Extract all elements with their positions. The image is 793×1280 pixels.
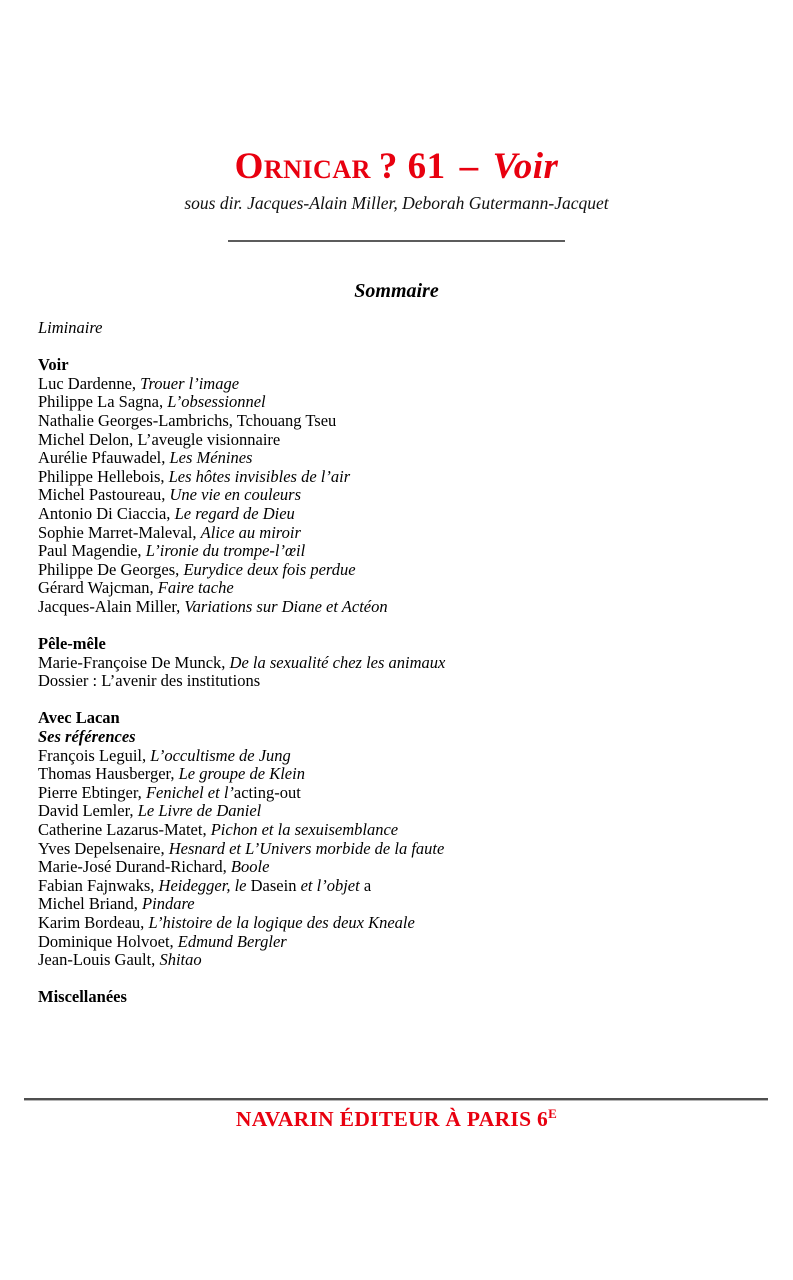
section-heading-pele-mele xyxy=(38,635,793,654)
section-heading-avec-lacan xyxy=(38,709,793,728)
toc-entry xyxy=(38,877,793,896)
toc-text-segment: Sophie Marret-Maleval, xyxy=(38,522,201,542)
toc-entry xyxy=(38,784,793,803)
toc-text-segment: Pichon et la sexuisemblance xyxy=(210,820,399,840)
toc-text-segment: Nathalie Georges-Lambrichs, Tchouang Tseu xyxy=(38,410,337,430)
toc-entry xyxy=(38,524,793,543)
toc-text-segment: Hesnard et L’Univers morbide de la faute xyxy=(168,838,445,858)
toc-text-segment: Ses références xyxy=(38,727,136,747)
toc-text-segment: Antonio Di Ciaccia, xyxy=(38,503,175,523)
toc-text-segment: Michel Pastoureau, xyxy=(38,485,170,505)
toc-text-segment: et l’objet xyxy=(296,875,364,895)
toc-text-segment: Le groupe de Klein xyxy=(178,764,305,784)
section-heading-miscellanees xyxy=(38,988,793,1007)
section-heading-voir xyxy=(38,356,793,375)
toc-text-segment: Luc Dardenne, xyxy=(38,373,141,393)
toc-text-segment: Fenichel et l’ xyxy=(145,782,234,802)
journal-title xyxy=(0,146,793,188)
toc-entry xyxy=(38,951,793,970)
toc-entry xyxy=(38,393,793,412)
toc-entry xyxy=(38,542,793,561)
toc xyxy=(38,319,793,1007)
toc-text-segment: Pierre Ebtinger, xyxy=(38,782,146,802)
publisher-name: NAVARIN ÉDITEUR À PARIS 6 xyxy=(235,1107,549,1131)
toc-text-segment: Avec Lacan xyxy=(38,708,120,728)
toc-text-segment: Philippe La Sagna, xyxy=(38,392,168,412)
toc-text-segment: Yves Depelsenaire, xyxy=(38,838,169,858)
toc-entry xyxy=(38,840,793,859)
toc-text-segment: Fabian Fajnwaks, xyxy=(38,875,159,895)
toc-entry xyxy=(38,895,793,914)
toc-text-segment: Les Ménines xyxy=(169,448,253,468)
toc-entry xyxy=(38,747,793,766)
toc-text-segment: Eurydice deux fois perdue xyxy=(183,559,356,579)
editors-line: sous dir. Jacques-Alain Miller, Deborah Gutermann-Jacquet xyxy=(184,193,609,213)
toc-text-segment: Marie-Françoise De Munck, xyxy=(38,652,230,672)
toc-text-segment: Heidegger, le xyxy=(158,875,251,895)
toc-text-segment: Thomas Hausberger, xyxy=(38,764,179,784)
toc-text-segment: Alice au miroir xyxy=(200,522,301,542)
toc-text-segment: Une vie en couleurs xyxy=(169,485,302,505)
toc-section xyxy=(38,988,793,1007)
toc-text-segment: Shitao xyxy=(159,950,202,970)
publisher-superscript: E xyxy=(548,1105,558,1121)
toc-text-segment: L’ironie du trompe-l’œil xyxy=(145,541,306,561)
toc-entry xyxy=(38,858,793,877)
journal-name: Ornicar xyxy=(234,146,371,187)
toc-text-segment: Les hôtes invisibles de l’air xyxy=(168,466,351,486)
toc-text-segment: a xyxy=(363,875,372,895)
toc-text-segment: Variations sur Diane et Actéon xyxy=(184,596,388,616)
toc-text-segment: L’occultisme de Jung xyxy=(150,745,291,765)
toc-entry xyxy=(38,765,793,784)
toc-entry xyxy=(38,561,793,580)
toc-entry xyxy=(38,914,793,933)
journal-issue-number: ? 61 xyxy=(378,146,446,187)
toc-text-segment: Michel Delon, L’aveugle visionnaire xyxy=(38,429,281,449)
section-subheading-ses-references xyxy=(38,728,793,747)
toc-entry xyxy=(38,672,793,691)
toc-entry xyxy=(38,598,793,617)
toc-text-segment: François Leguil, xyxy=(38,745,151,765)
toc-entry xyxy=(38,412,793,431)
toc-text-segment: Aurélie Pfauwadel, xyxy=(38,448,170,468)
toc-entry xyxy=(38,579,793,598)
toc-entry xyxy=(38,449,793,468)
toc-entry xyxy=(38,375,793,394)
toc-text-segment: Michel Briand, xyxy=(38,894,143,914)
toc-entry xyxy=(38,933,793,952)
toc-text-segment: Dominique Holvoet, xyxy=(38,931,178,951)
toc-text-segment: Jacques-Alain Miller, xyxy=(38,596,185,616)
toc-text-segment: Miscellanées xyxy=(38,987,127,1007)
toc-text-segment: Philippe Hellebois, xyxy=(38,466,169,486)
toc-entry xyxy=(38,486,793,505)
toc-text-segment: Voir xyxy=(38,355,69,375)
toc-text-segment: acting-out xyxy=(233,782,301,802)
toc-text-segment: Liminaire xyxy=(38,318,103,337)
toc-section xyxy=(38,319,793,338)
publisher-imprint xyxy=(0,1106,793,1132)
toc-text-segment: Gérard Wajcman, xyxy=(38,578,158,598)
sommaire-heading: Sommaire xyxy=(354,280,439,302)
toc-entry xyxy=(38,468,793,487)
toc-text-segment: Jean-Louis Gault, xyxy=(38,950,160,970)
toc-entry xyxy=(38,431,793,450)
toc-text-segment: Dossier : L’avenir des institutions xyxy=(38,671,261,691)
toc-text-segment: Le Livre de Daniel xyxy=(137,801,262,821)
toc-section xyxy=(38,709,793,969)
toc-text-segment: De la sexualité chez les animaux xyxy=(229,652,446,672)
toc-text-segment: Edmund Bergler xyxy=(177,931,287,951)
toc-text-segment: Catherine Lazarus-Matet, xyxy=(38,820,211,840)
toc-section xyxy=(38,635,793,691)
toc-section xyxy=(38,356,793,616)
toc-text-segment: Karim Bordeau, xyxy=(38,913,149,932)
toc-entry xyxy=(38,505,793,524)
toc-text-segment: L’histoire de la logique des deux Kneale xyxy=(148,913,415,932)
journal-masthead xyxy=(0,0,793,242)
toc-entry xyxy=(38,654,793,673)
separator-rule xyxy=(228,240,565,242)
toc-text-segment: David Lemler, xyxy=(38,801,138,821)
toc-entry xyxy=(38,802,793,821)
toc-text-segment: Pêle-mêle xyxy=(38,634,106,654)
toc-text-segment: Boole xyxy=(230,857,270,877)
title-dash: – xyxy=(459,146,479,187)
toc-text-segment: Pindare xyxy=(142,894,195,914)
toc-text-segment: Le regard de Dieu xyxy=(174,503,295,523)
toc-text-segment: Faire tache xyxy=(157,578,234,598)
toc-text-segment: Marie-José Durand-Richard, xyxy=(38,857,231,877)
toc-text-segment: Paul Magendie, xyxy=(38,541,146,561)
toc-entry-liminaire xyxy=(38,319,793,338)
toc-text-segment: Trouer l’image xyxy=(140,373,240,393)
footer-rule xyxy=(24,1098,768,1101)
toc-text-segment: Dasein xyxy=(250,875,297,895)
toc-entry xyxy=(38,821,793,840)
issue-theme: Voir xyxy=(492,146,559,187)
toc-text-segment: L’obsessionnel xyxy=(167,392,266,412)
toc-text-segment: Philippe De Georges, xyxy=(38,559,184,579)
